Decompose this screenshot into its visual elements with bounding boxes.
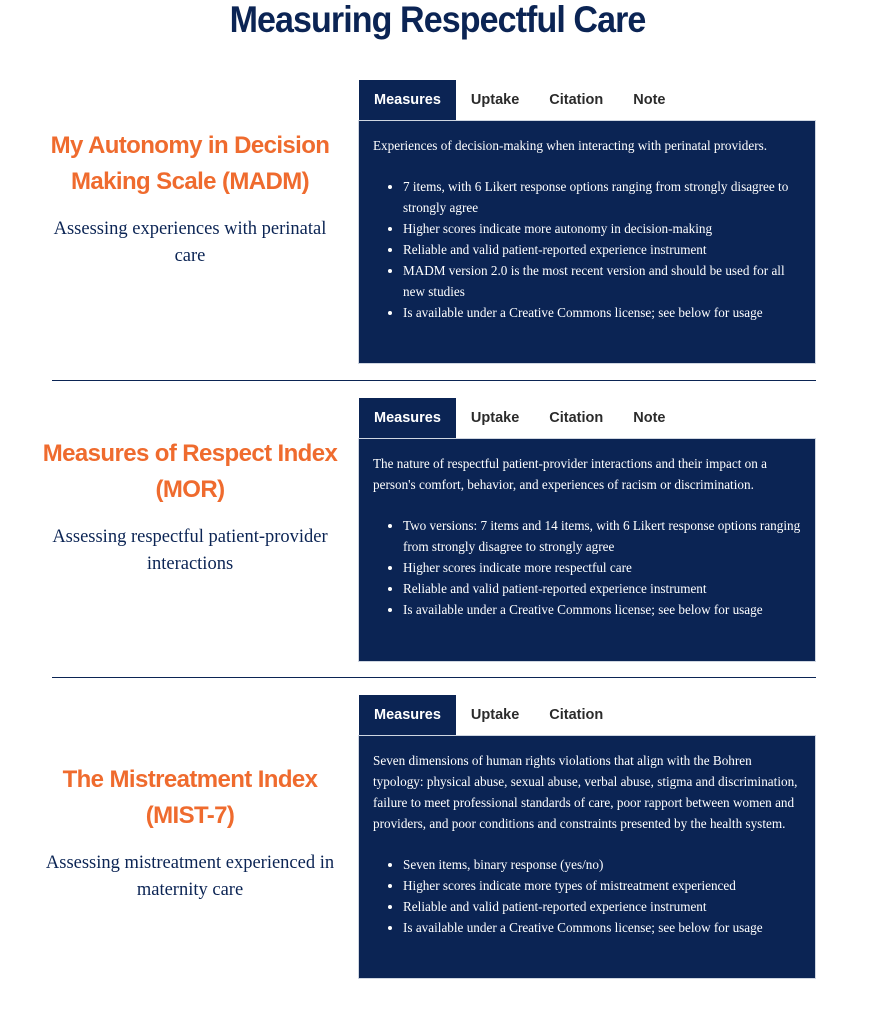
page-title: Measuring Respectful Care bbox=[229, 0, 646, 40]
section-divider bbox=[52, 380, 816, 381]
tab-uptake[interactable]: Uptake bbox=[470, 410, 520, 426]
list-item: • Is available under a Creative Commons license; see below for usage bbox=[403, 599, 801, 620]
list-item: • 7 items, with 6 Likert response options ranging from strongly disagree to strongly agree bbox=[403, 176, 801, 218]
section-subtitle: Assessing mistreatment experienced in maternity care bbox=[45, 853, 335, 900]
tab-measures[interactable]: Measures bbox=[359, 398, 456, 438]
section-title: The Mistreatment Index (MIST-7) bbox=[62, 766, 318, 829]
mor-heading-block bbox=[40, 436, 340, 578]
madm-heading-block bbox=[40, 128, 340, 270]
panel-bullet-list bbox=[373, 176, 801, 323]
list-item: • Reliable and valid patient-reported experience instrument bbox=[403, 896, 801, 917]
mist7-measures-panel bbox=[358, 735, 816, 979]
panel-bullet-list bbox=[373, 515, 801, 620]
tab-uptake[interactable]: Uptake bbox=[470, 707, 520, 723]
mist7-tab-bar bbox=[359, 695, 618, 735]
section-title: Measures of Respect Index (MOR) bbox=[42, 440, 338, 503]
madm-tab-bar bbox=[359, 80, 680, 120]
list-item: • Two versions: 7 items and 14 items, with 6 Likert response options ranging from strongly disagree to strongly agree bbox=[403, 515, 801, 557]
list-item: • Is available under a Creative Commons license; see below for usage bbox=[403, 917, 801, 938]
tab-citation[interactable]: Citation bbox=[549, 707, 604, 723]
list-item: • Reliable and valid patient-reported experience instrument bbox=[403, 239, 801, 260]
tab-note[interactable]: Note bbox=[633, 92, 666, 108]
panel-bullet-list bbox=[373, 854, 801, 938]
tab-citation[interactable]: Citation bbox=[549, 92, 604, 108]
madm-measures-panel bbox=[358, 120, 816, 364]
tab-measures[interactable]: Measures bbox=[359, 80, 456, 120]
list-item: • Reliable and valid patient-reported experience instrument bbox=[403, 578, 801, 599]
mist7-heading-block bbox=[40, 762, 340, 904]
list-item: • MADM version 2.0 is the most recent version and should be used for all new studies bbox=[403, 260, 801, 302]
section-divider bbox=[52, 677, 816, 678]
list-item: • Higher scores indicate more types of mistreatment experienced bbox=[403, 875, 801, 896]
section-subtitle: Assessing respectful patient-provider interactions bbox=[52, 527, 328, 574]
list-item: • Is available under a Creative Commons license; see below for usage bbox=[403, 302, 801, 323]
tab-uptake[interactable]: Uptake bbox=[470, 92, 520, 108]
list-item: • Seven items, binary response (yes/no) bbox=[403, 854, 801, 875]
tab-measures[interactable]: Measures bbox=[359, 695, 456, 735]
mor-measures-panel bbox=[358, 438, 816, 662]
section-title: My Autonomy in Decision Making Scale (MADM) bbox=[50, 132, 330, 195]
section-subtitle: Assessing experiences with perinatal care bbox=[53, 219, 327, 266]
panel-description: The nature of respectful patient-provider interactions and their impact on a person's comfort, behavior, and experiences of racism or discrimination. bbox=[373, 456, 768, 492]
panel-description: Experiences of decision-making when interacting with perinatal providers. bbox=[373, 138, 768, 153]
list-item: • Higher scores indicate more respectful care bbox=[403, 557, 801, 578]
tab-citation[interactable]: Citation bbox=[549, 410, 604, 426]
panel-description: Seven dimensions of human rights violations that align with the Bohren typology: physical abuse, sexual abuse, verbal abuse, stigma and discrimination, failure to meet professional standards of care, poor rapport between women and providers, and poor conditions and constraints presented by the health system. bbox=[373, 753, 798, 831]
list-item: • Higher scores indicate more autonomy in decision-making bbox=[403, 218, 801, 239]
mor-tab-bar bbox=[359, 398, 680, 438]
tab-note[interactable]: Note bbox=[633, 410, 666, 426]
